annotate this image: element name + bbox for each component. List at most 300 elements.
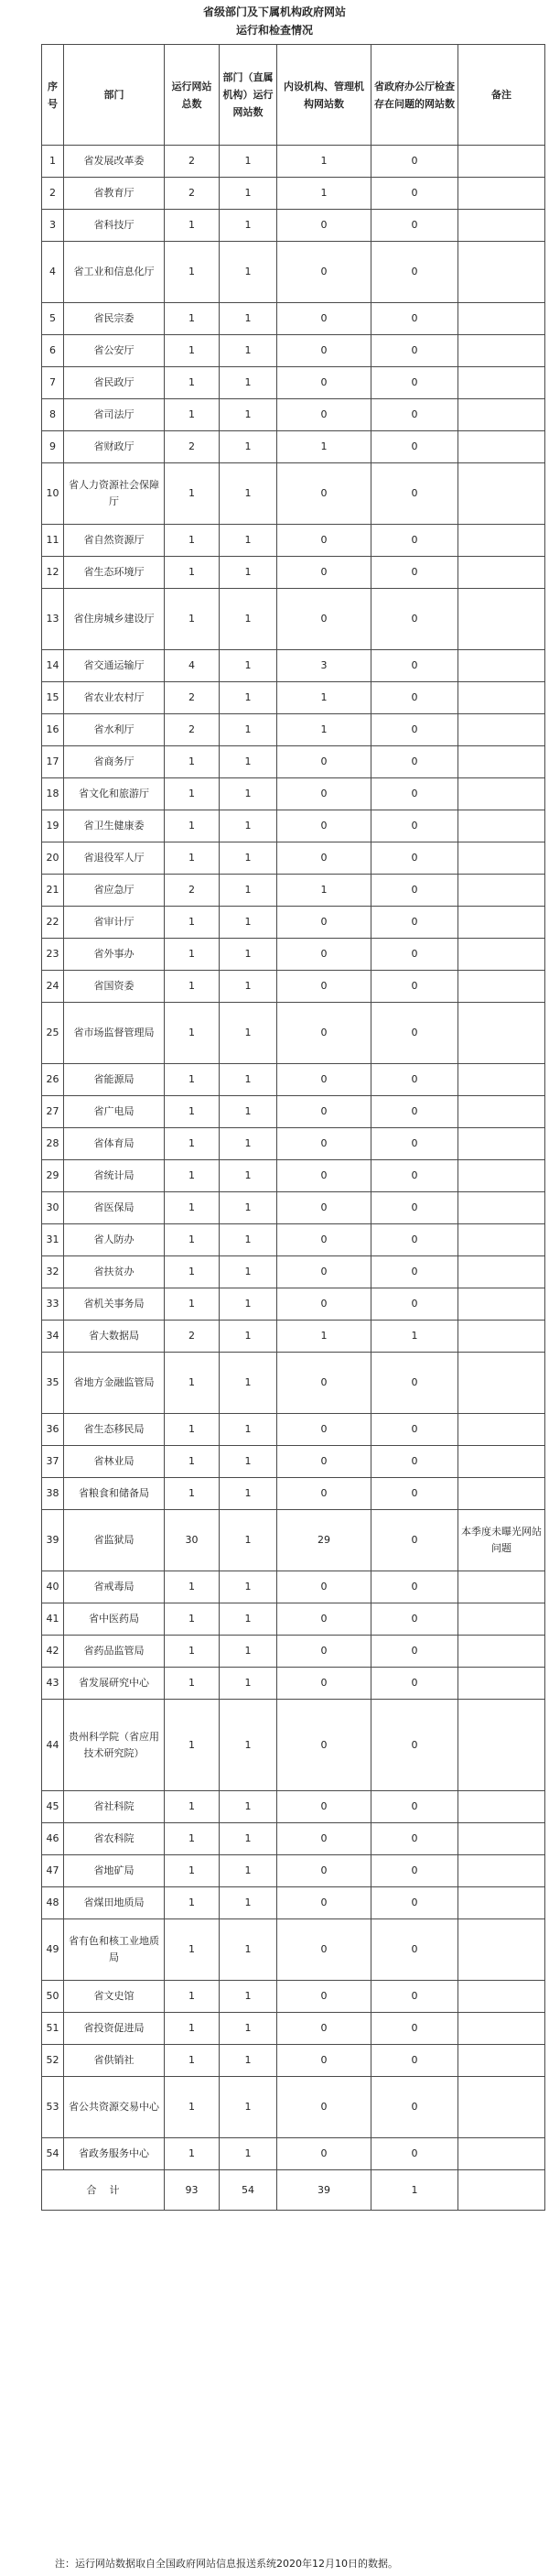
row-remark (458, 714, 545, 746)
row-remark (458, 971, 545, 1003)
row-internal: 0 (277, 1823, 371, 1855)
row-number: 19 (42, 810, 64, 842)
row-dept-sites: 1 (220, 746, 277, 778)
row-issues: 0 (371, 1353, 458, 1414)
table-row (42, 1510, 545, 1571)
row-dept-sites: 1 (220, 1919, 277, 1981)
row-dept: 省统计局 (64, 1160, 165, 1192)
row-remark (458, 242, 545, 303)
row-dept: 省农业农村厅 (64, 682, 165, 714)
row-number: 3 (42, 210, 64, 242)
row-total: 1 (165, 1981, 220, 2013)
row-issues: 0 (371, 399, 458, 431)
table-row (42, 650, 545, 682)
row-remark (458, 1288, 545, 1321)
row-dept: 省财政厅 (64, 431, 165, 463)
row-internal: 0 (277, 1353, 371, 1414)
row-dept-sites: 1 (220, 1791, 277, 1823)
table-row (42, 1668, 545, 1700)
row-number: 34 (42, 1321, 64, 1353)
row-number: 6 (42, 335, 64, 367)
table-row (42, 1224, 545, 1256)
table-row (42, 1855, 545, 1887)
row-total: 1 (165, 399, 220, 431)
row-dept-sites: 1 (220, 1064, 277, 1096)
row-issues: 0 (371, 367, 458, 399)
row-remark (458, 939, 545, 971)
row-internal: 0 (277, 1192, 371, 1224)
row-dept: 省戒毒局 (64, 1571, 165, 1603)
table-row (42, 146, 545, 178)
row-issues: 0 (371, 842, 458, 875)
row-issues: 0 (371, 1700, 458, 1791)
table-row (42, 1256, 545, 1288)
row-dept-sites: 1 (220, 875, 277, 907)
row-total: 1 (165, 1636, 220, 1668)
row-total: 1 (165, 1446, 220, 1478)
row-internal: 0 (277, 303, 371, 335)
row-issues: 0 (371, 589, 458, 650)
row-total: 1 (165, 2013, 220, 2045)
row-dept-sites: 1 (220, 1571, 277, 1603)
row-dept-sites: 1 (220, 1353, 277, 1414)
row-number: 37 (42, 1446, 64, 1478)
row-number: 53 (42, 2077, 64, 2138)
row-remark (458, 650, 545, 682)
row-total: 1 (165, 1887, 220, 1919)
row-number: 45 (42, 1791, 64, 1823)
row-number: 28 (42, 1128, 64, 1160)
row-internal: 0 (277, 1636, 371, 1668)
row-dept: 省地方金融监管局 (64, 1353, 165, 1414)
row-dept: 省政务服务中心 (64, 2138, 165, 2170)
row-dept-sites: 1 (220, 810, 277, 842)
row-dept: 省工业和信息化厅 (64, 242, 165, 303)
row-total: 1 (165, 2077, 220, 2138)
row-issues: 0 (371, 939, 458, 971)
row-dept: 省农科院 (64, 1823, 165, 1855)
row-issues: 0 (371, 2045, 458, 2077)
row-dept: 省退役军人厅 (64, 842, 165, 875)
table-row (42, 1478, 545, 1510)
row-dept: 省监狱局 (64, 1510, 165, 1571)
row-issues: 0 (371, 557, 458, 589)
row-internal: 0 (277, 778, 371, 810)
row-remark (458, 842, 545, 875)
row-internal: 0 (277, 2013, 371, 2045)
row-internal: 0 (277, 2138, 371, 2170)
row-dept: 省发展研究中心 (64, 1668, 165, 1700)
row-remark (458, 1192, 545, 1224)
row-remark (458, 1981, 545, 2013)
row-remark (458, 1321, 545, 1353)
row-dept-sites: 1 (220, 146, 277, 178)
row-dept-sites: 1 (220, 1321, 277, 1353)
row-dept-sites: 1 (220, 1096, 277, 1128)
row-internal: 0 (277, 2077, 371, 2138)
row-remark (458, 1064, 545, 1096)
row-dept-sites: 1 (220, 1128, 277, 1160)
row-number: 51 (42, 2013, 64, 2045)
row-number: 31 (42, 1224, 64, 1256)
header-total: 运行网站总数 (165, 45, 220, 146)
row-number: 50 (42, 1981, 64, 2013)
row-total: 1 (165, 589, 220, 650)
row-total: 1 (165, 1571, 220, 1603)
row-dept: 省交通运输厅 (64, 650, 165, 682)
row-issues: 0 (371, 2013, 458, 2045)
table-row (42, 1791, 545, 1823)
row-dept-sites: 1 (220, 2045, 277, 2077)
row-dept-sites: 1 (220, 1855, 277, 1887)
row-total: 1 (165, 2138, 220, 2170)
row-number: 33 (42, 1288, 64, 1321)
row-dept-sites: 1 (220, 1981, 277, 2013)
row-total: 1 (165, 303, 220, 335)
row-total: 1 (165, 210, 220, 242)
table-row (42, 525, 545, 557)
table-row (42, 778, 545, 810)
row-issues: 0 (371, 1160, 458, 1192)
row-issues: 0 (371, 1603, 458, 1636)
table-row (42, 682, 545, 714)
row-dept: 省人防办 (64, 1224, 165, 1256)
row-number: 39 (42, 1510, 64, 1571)
row-dept: 贵州科学院（省应用技术研究院） (64, 1700, 165, 1791)
row-total: 1 (165, 1668, 220, 1700)
row-dept: 省住房城乡建设厅 (64, 589, 165, 650)
row-number: 24 (42, 971, 64, 1003)
row-dept: 省文化和旅游厅 (64, 778, 165, 810)
row-internal: 0 (277, 557, 371, 589)
row-remark (458, 399, 545, 431)
row-dept: 省生态移民局 (64, 1414, 165, 1446)
row-dept-sites: 1 (220, 242, 277, 303)
row-dept: 省有色和核工业地质局 (64, 1919, 165, 1981)
row-issues: 0 (371, 1478, 458, 1510)
row-dept: 省应急厅 (64, 875, 165, 907)
row-remark (458, 1855, 545, 1887)
row-number: 46 (42, 1823, 64, 1855)
row-issues: 0 (371, 810, 458, 842)
row-number: 2 (42, 178, 64, 210)
row-issues: 0 (371, 1064, 458, 1096)
row-total: 1 (165, 810, 220, 842)
row-issues: 0 (371, 525, 458, 557)
table-row (42, 1353, 545, 1414)
row-dept-sites: 1 (220, 1256, 277, 1288)
row-number: 52 (42, 2045, 64, 2077)
row-dept-sites: 1 (220, 1510, 277, 1571)
row-internal: 0 (277, 907, 371, 939)
row-issues: 0 (371, 907, 458, 939)
row-internal: 0 (277, 367, 371, 399)
row-number: 8 (42, 399, 64, 431)
page-subtitle: 运行和检查情况 (235, 24, 313, 37)
row-number: 23 (42, 939, 64, 971)
row-issues: 0 (371, 1981, 458, 2013)
totals-label: 合 计 (42, 2170, 165, 2211)
row-total: 1 (165, 2045, 220, 2077)
row-dept: 省商务厅 (64, 746, 165, 778)
header-issues: 省政府办公厅检查存在问题的网站数 (371, 45, 458, 146)
row-total: 1 (165, 1224, 220, 1256)
row-total: 1 (165, 1823, 220, 1855)
row-remark (458, 178, 545, 210)
row-dept-sites: 1 (220, 525, 277, 557)
row-dept: 省粮食和储备局 (64, 1478, 165, 1510)
row-internal: 0 (277, 1571, 371, 1603)
row-total: 2 (165, 682, 220, 714)
row-dept-sites: 1 (220, 463, 277, 525)
row-remark (458, 682, 545, 714)
row-remark (458, 210, 545, 242)
row-issues: 0 (371, 1636, 458, 1668)
row-remark (458, 746, 545, 778)
row-internal: 0 (277, 1224, 371, 1256)
row-issues: 0 (371, 303, 458, 335)
row-dept-sites: 1 (220, 589, 277, 650)
row-internal: 3 (277, 650, 371, 682)
row-total: 2 (165, 146, 220, 178)
row-dept-sites: 1 (220, 2138, 277, 2170)
row-dept: 省民政厅 (64, 367, 165, 399)
header-internal: 内设机构、管理机构网站数 (277, 45, 371, 146)
row-number: 13 (42, 589, 64, 650)
row-number: 27 (42, 1096, 64, 1128)
table-row (42, 2013, 545, 2045)
row-dept-sites: 1 (220, 303, 277, 335)
row-number: 1 (42, 146, 64, 178)
row-remark (458, 1128, 545, 1160)
row-dept-sites: 1 (220, 1003, 277, 1064)
row-dept-sites: 1 (220, 1446, 277, 1478)
row-total: 1 (165, 1288, 220, 1321)
row-internal: 0 (277, 1478, 371, 1510)
row-number: 47 (42, 1855, 64, 1887)
row-dept-sites: 1 (220, 178, 277, 210)
row-remark (458, 525, 545, 557)
row-dept-sites: 1 (220, 399, 277, 431)
row-total: 2 (165, 875, 220, 907)
row-internal: 0 (277, 1981, 371, 2013)
row-total: 1 (165, 463, 220, 525)
row-dept: 省公共资源交易中心 (64, 2077, 165, 2138)
table-row (42, 971, 545, 1003)
row-remark (458, 1603, 545, 1636)
row-remark: 本季度未曝光网站问题 (458, 1510, 545, 1571)
row-remark (458, 1224, 545, 1256)
row-issues: 0 (371, 2138, 458, 2170)
table-row (42, 1603, 545, 1636)
row-remark (458, 875, 545, 907)
row-issues: 0 (371, 1256, 458, 1288)
row-issues: 0 (371, 463, 458, 525)
row-internal: 0 (277, 1128, 371, 1160)
row-remark (458, 2013, 545, 2045)
table-row (42, 1700, 545, 1791)
table-header-row (42, 45, 545, 146)
row-issues: 0 (371, 746, 458, 778)
row-remark (458, 1919, 545, 1981)
totals-dept-sites: 54 (220, 2170, 277, 2211)
row-internal: 0 (277, 1288, 371, 1321)
row-issues: 0 (371, 431, 458, 463)
table-row (42, 1321, 545, 1353)
row-remark (458, 2077, 545, 2138)
row-internal: 0 (277, 1446, 371, 1478)
row-internal: 0 (277, 463, 371, 525)
row-dept: 省卫生健康委 (64, 810, 165, 842)
row-number: 17 (42, 746, 64, 778)
row-total: 1 (165, 746, 220, 778)
row-total: 1 (165, 1919, 220, 1981)
row-internal: 1 (277, 714, 371, 746)
row-dept-sites: 1 (220, 842, 277, 875)
row-internal: 0 (277, 1603, 371, 1636)
row-number: 10 (42, 463, 64, 525)
row-dept-sites: 1 (220, 682, 277, 714)
row-dept: 省中医药局 (64, 1603, 165, 1636)
row-number: 41 (42, 1603, 64, 1636)
row-issues: 0 (371, 778, 458, 810)
row-dept: 省人力资源社会保障厅 (64, 463, 165, 525)
row-number: 18 (42, 778, 64, 810)
row-dept-sites: 1 (220, 557, 277, 589)
row-total: 1 (165, 1160, 220, 1192)
row-dept-sites: 1 (220, 1823, 277, 1855)
table-row (42, 939, 545, 971)
table-row (42, 1160, 545, 1192)
row-total: 1 (165, 1791, 220, 1823)
row-total: 30 (165, 1510, 220, 1571)
row-remark (458, 303, 545, 335)
row-number: 42 (42, 1636, 64, 1668)
row-dept: 省发展改革委 (64, 146, 165, 178)
row-remark (458, 146, 545, 178)
row-remark (458, 778, 545, 810)
row-internal: 0 (277, 1855, 371, 1887)
row-issues: 0 (371, 1446, 458, 1478)
row-total: 1 (165, 1064, 220, 1096)
row-total: 1 (165, 1855, 220, 1887)
row-dept-sites: 1 (220, 1636, 277, 1668)
header-no: 序号 (42, 45, 64, 146)
row-issues: 0 (371, 971, 458, 1003)
row-dept: 省生态环境厅 (64, 557, 165, 589)
row-dept-sites: 1 (220, 335, 277, 367)
row-remark (458, 431, 545, 463)
row-issues: 0 (371, 1668, 458, 1700)
row-internal: 0 (277, 1791, 371, 1823)
row-dept-sites: 1 (220, 1700, 277, 1791)
table-row (42, 399, 545, 431)
row-dept-sites: 1 (220, 714, 277, 746)
row-remark (458, 335, 545, 367)
row-remark (458, 1353, 545, 1414)
row-dept: 省司法厅 (64, 399, 165, 431)
row-internal: 0 (277, 1256, 371, 1288)
row-issues: 0 (371, 1571, 458, 1603)
row-internal: 1 (277, 1321, 371, 1353)
row-issues: 0 (371, 2077, 458, 2138)
row-dept: 省药品监管局 (64, 1636, 165, 1668)
row-issues: 0 (371, 1192, 458, 1224)
row-dept-sites: 1 (220, 431, 277, 463)
row-remark (458, 810, 545, 842)
row-internal: 0 (277, 1414, 371, 1446)
row-issues: 0 (371, 242, 458, 303)
row-dept-sites: 1 (220, 1192, 277, 1224)
row-remark (458, 1096, 545, 1128)
row-number: 21 (42, 875, 64, 907)
row-internal: 0 (277, 1887, 371, 1919)
table-row (42, 178, 545, 210)
row-total: 1 (165, 525, 220, 557)
row-issues: 0 (371, 1414, 458, 1446)
row-number: 15 (42, 682, 64, 714)
table-row (42, 242, 545, 303)
row-total: 1 (165, 1478, 220, 1510)
row-dept: 省市场监督管理局 (64, 1003, 165, 1064)
row-total: 2 (165, 178, 220, 210)
row-total: 1 (165, 1603, 220, 1636)
row-internal: 0 (277, 525, 371, 557)
table-row (42, 303, 545, 335)
row-issues: 0 (371, 210, 458, 242)
row-issues: 0 (371, 1510, 458, 1571)
row-internal: 0 (277, 2045, 371, 2077)
row-internal: 0 (277, 399, 371, 431)
table-row (42, 1919, 545, 1981)
row-issues: 0 (371, 1003, 458, 1064)
row-remark (458, 1700, 545, 1791)
table-row (42, 1128, 545, 1160)
row-dept: 省自然资源厅 (64, 525, 165, 557)
row-dept-sites: 1 (220, 1414, 277, 1446)
row-dept-sites: 1 (220, 1224, 277, 1256)
row-total: 1 (165, 335, 220, 367)
row-number: 4 (42, 242, 64, 303)
row-internal: 0 (277, 971, 371, 1003)
row-total: 4 (165, 650, 220, 682)
row-remark (458, 1791, 545, 1823)
row-total: 1 (165, 1700, 220, 1791)
header-dept: 部门 (64, 45, 165, 146)
row-dept-sites: 1 (220, 907, 277, 939)
row-dept-sites: 1 (220, 1668, 277, 1700)
row-dept-sites: 1 (220, 778, 277, 810)
row-number: 9 (42, 431, 64, 463)
row-number: 12 (42, 557, 64, 589)
row-dept: 省林业局 (64, 1446, 165, 1478)
row-issues: 0 (371, 1887, 458, 1919)
totals-internal: 39 (277, 2170, 371, 2211)
row-issues: 0 (371, 146, 458, 178)
row-internal: 0 (277, 1919, 371, 1981)
row-remark (458, 2045, 545, 2077)
row-dept: 省社科院 (64, 1791, 165, 1823)
row-total: 1 (165, 971, 220, 1003)
table-body (42, 146, 545, 2170)
website-table (41, 44, 545, 2211)
row-issues: 0 (371, 1128, 458, 1160)
row-total: 2 (165, 714, 220, 746)
totals-row (42, 2170, 545, 2211)
row-internal: 1 (277, 431, 371, 463)
row-internal: 0 (277, 210, 371, 242)
table-row (42, 2045, 545, 2077)
